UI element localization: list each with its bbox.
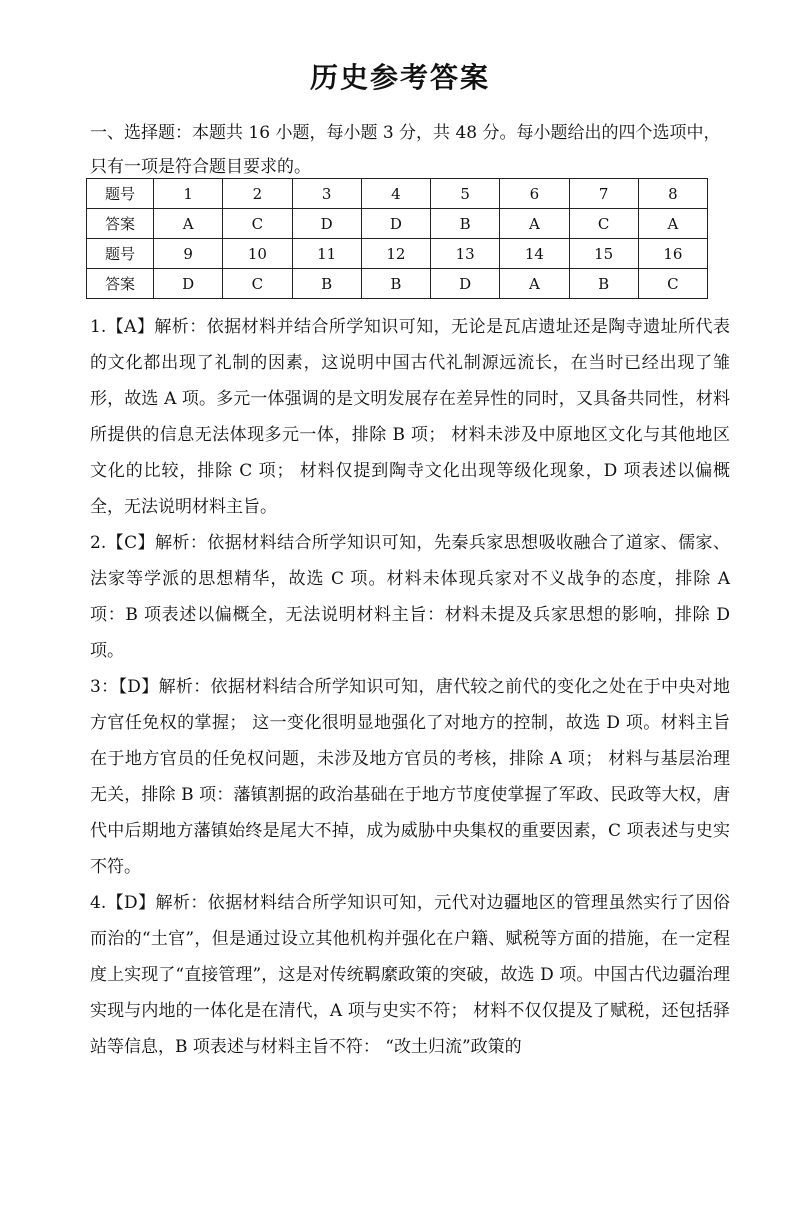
table-cell: A bbox=[500, 269, 569, 299]
table-cell: 11 bbox=[292, 239, 361, 269]
row-label: 答案 bbox=[87, 209, 154, 239]
analysis-section bbox=[90, 309, 730, 1065]
table-cell: 14 bbox=[500, 239, 569, 269]
table-cell: 5 bbox=[431, 179, 500, 209]
table-cell: B bbox=[361, 269, 430, 299]
table-cell: B bbox=[292, 269, 361, 299]
table-row bbox=[87, 209, 708, 239]
page-title: 历史参考答案 bbox=[309, 61, 490, 94]
analysis-paragraph-3: 3：【D】解析：依据材料结合所学知识可知，唐代较之前代的变化之处在于中央对地方官任免权的掌握； 这一变化很明显地强化了对地方的控制，故选 D 项。材料主旨在于地方官员的任免权问题，未涉及地方官员的考核，排除 A 项； 材料与基层治理无关，排除 B 项：藩镇割据的政治基础在于地方节度使掌握了军政、民政等大权，唐代中后期地方藩镇始终是尾大不掉，成为威胁中央集权的重要因素，C 项表述与史实不符。 bbox=[90, 677, 730, 877]
table-cell: 1 bbox=[154, 179, 223, 209]
table-row bbox=[87, 239, 708, 269]
table-cell: C bbox=[569, 209, 638, 239]
table-row bbox=[87, 269, 708, 299]
table-cell: 8 bbox=[638, 179, 707, 209]
table-cell: A bbox=[500, 209, 569, 239]
table-cell: 3 bbox=[292, 179, 361, 209]
table-cell: D bbox=[292, 209, 361, 239]
table-cell: D bbox=[154, 269, 223, 299]
table-cell: 4 bbox=[361, 179, 430, 209]
row-label: 题号 bbox=[87, 239, 154, 269]
row-label: 题号 bbox=[87, 179, 154, 209]
table-cell: C bbox=[223, 209, 292, 239]
analysis-paragraph-4: 4.【D】解析：依据材料结合所学知识可知，元代对边疆地区的管理虽然实行了因俗而治的“土官”，但是通过设立其他机构并强化在户籍、赋税等方面的措施，在一定程度上实现了“直接管理”，这是对传统羁縻政策的突破，故选 D 项。中国古代边疆治理实现与内地的一体化是在清代，A 项与史实不符； 材料不仅仅提及了赋税，还包括驿站等信息，B 项表述与材料主旨不符： “改土归流”政策的 bbox=[90, 893, 730, 1057]
table-cell: D bbox=[361, 209, 430, 239]
table-cell: 13 bbox=[431, 239, 500, 269]
analysis-paragraph-1: 1.【A】解析：依据材料并结合所学知识可知，无论是瓦店遗址还是陶寺遗址所代表的文化都出现了礼制的因素，这说明中国古代礼制源远流长，在当时已经出现了雏形，故选 A 项。多元一体强调的是文明发展存在差异性的同时，又具备共同性，材料所提供的信息无法体现多元一体，排除 B 项； 材料未涉及中原地区文化与其他地区文化的比较，排除 C 项； 材料仅提到陶寺文化出现等级化现象，D 项表述以偏概全，无法说明材料主旨。 bbox=[90, 317, 730, 517]
table-cell: C bbox=[638, 269, 707, 299]
table-cell: A bbox=[638, 209, 707, 239]
row-label: 答案 bbox=[87, 269, 154, 299]
analysis-paragraph-2: 2.【C】解析：依据材料结合所学知识可知，先秦兵家思想吸收融合了道家、儒家、法家等学派的思想精华，故选 C 项。材料未体现兵家对不义战争的态度，排除 A 项：B 项表述以偏概全，无法说明材料主旨：材料未提及兵家思想的影响，排除 D 项。 bbox=[90, 533, 730, 661]
table-cell: 15 bbox=[569, 239, 638, 269]
table-cell: 10 bbox=[223, 239, 292, 269]
table-cell: 2 bbox=[223, 179, 292, 209]
table-cell: 6 bbox=[500, 179, 569, 209]
table-cell: 16 bbox=[638, 239, 707, 269]
table-cell: 9 bbox=[154, 239, 223, 269]
answer-table bbox=[86, 178, 708, 299]
table-cell: C bbox=[223, 269, 292, 299]
table-cell: D bbox=[431, 269, 500, 299]
table-cell: A bbox=[154, 209, 223, 239]
table-cell: 12 bbox=[361, 239, 430, 269]
table-cell: B bbox=[431, 209, 500, 239]
table-cell: 7 bbox=[569, 179, 638, 209]
section-intro: 一、选择题：本题共 16 小题，每小题 3 分，共 48 分。每小题给出的四个选项中，只有一项是符合题目要求的。 bbox=[90, 123, 721, 177]
table-row bbox=[87, 179, 708, 209]
table-cell: B bbox=[569, 269, 638, 299]
